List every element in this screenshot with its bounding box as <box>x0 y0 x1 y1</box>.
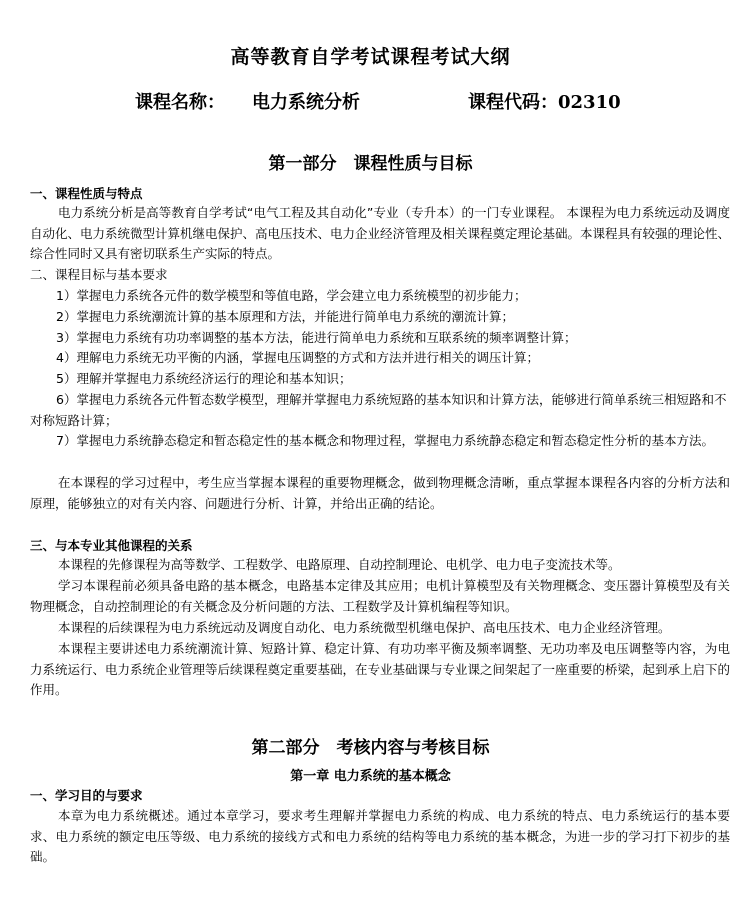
part2-section1-text: 本章为电力系统概述。通过本章学习，要求考生理解并掌握电力系统的构成、电力系统的特点、电力系统运行的基本要求、电力系统的额定电压等级、电力系统的接线方式和电力系统的结构等电力系统的基本概念，为进一步的学习打下初步的基础。 <box>30 808 730 864</box>
course-name-label: 课程名称： <box>135 92 225 113</box>
part1-section3-para: 本课程的先修课程为高等数学、工程数学、电路原理、自动控制理论、电机学、电力电子变流技术等。 <box>58 557 621 572</box>
part2-title: 第二部分 考核内容与考核目标 <box>251 738 490 758</box>
part1-section2-heading: 二、课程目标与基本要求 <box>30 267 168 282</box>
part2-section1-heading: 一、学习目的与要求 <box>30 788 143 803</box>
part1-title: 第一部分 课程性质与目标 <box>268 154 473 174</box>
goal-item: 6）掌握电力系统各元件暂态数学模型，理解并掌握电力系统短路的基本知识和计算方法，能够进行简单系统三相短路和不对称短路计算； <box>30 392 727 428</box>
part1-section1-text: 电力系统分析是高等教育自学考试“电气工程及其自动化”专业（专升本）的一门专业课程。 本课程为电力系统远动及调度自动化、电力系统微型计算机继电保护、高电压技术、电力企业经济管理及相关课程奠定理论基础。本课程具有较强的理论性、综合性同时又具有密切联系生产实际的特点。 <box>30 205 731 261</box>
part1-section3-para: 本课程的后续课程为电力系统远动及调度自动化、电力系统微型机继电保护、高电压技术、电力企业经济管理。 <box>58 620 671 635</box>
part1-section1-heading: 一、课程性质与特点 <box>30 186 143 201</box>
goal-item: 7）掌握电力系统静态稳定和暂态稳定性的基本概念和物理过程，掌握电力系统静态稳定和暂态稳定性分析的基本方法。 <box>56 433 714 448</box>
goal-item: 3）掌握电力系统有功功率调整的基本方法，能进行简单电力系统和互联系统的频率调整计算； <box>56 330 577 345</box>
course-code: 课程代码：02310 <box>468 92 621 113</box>
part1-section2-text: 在本课程的学习过程中，考生应当掌握本课程的重要物理概念，做到物理概念清晰，重点掌握本课程各内容的分析方法和原理，能够独立的对有关内容、问题进行分析、计算，并给出正确的结论。 <box>30 475 730 511</box>
part1-section3-para: 本课程主要讲述电力系统潮流计算、短路计算、稳定计算、有功功率平衡及频率调整、无功功率及电压调整等内容，为电力系统运行、电力系统企业管理等后续课程奠定重要基础，在专业基础课与专业课之间架起了一座重要的桥梁，起到承上启下的作用。 <box>30 641 731 697</box>
chapter1-title: 第一章 电力系统的基本概念 <box>290 769 451 784</box>
goal-item: 1）掌握电力系统各元件的数学模型和等值电路，学会建立电力系统模型的初步能力； <box>56 288 527 303</box>
part1-section3-heading: 三、与本专业其他课程的关系 <box>30 538 193 553</box>
goal-item: 5）理解并掌握电力系统经济运行的理论和基本知识； <box>56 371 352 386</box>
document-title: 高等教育自学考试课程考试大纲 <box>230 46 511 68</box>
goal-item: 2）掌握电力系统潮流计算的基本原理和方法，并能进行简单电力系统的潮流计算； <box>56 309 514 324</box>
goal-item: 4）理解电力系统无功平衡的内涵，掌握电压调整的方式和方法并进行相关的调压计算； <box>56 350 539 365</box>
part1-section3-para: 学习本课程前必须具备电路的基本概念，电路基本定律及其应用；电机计算模型及有关物理概念、变压器计算模型及有关物理概念，自动控制理论的有关概念及分析问题的方法、工程数学及计算机编程等知识。 <box>30 578 730 614</box>
course-name: 电力系统分析 <box>252 92 360 113</box>
